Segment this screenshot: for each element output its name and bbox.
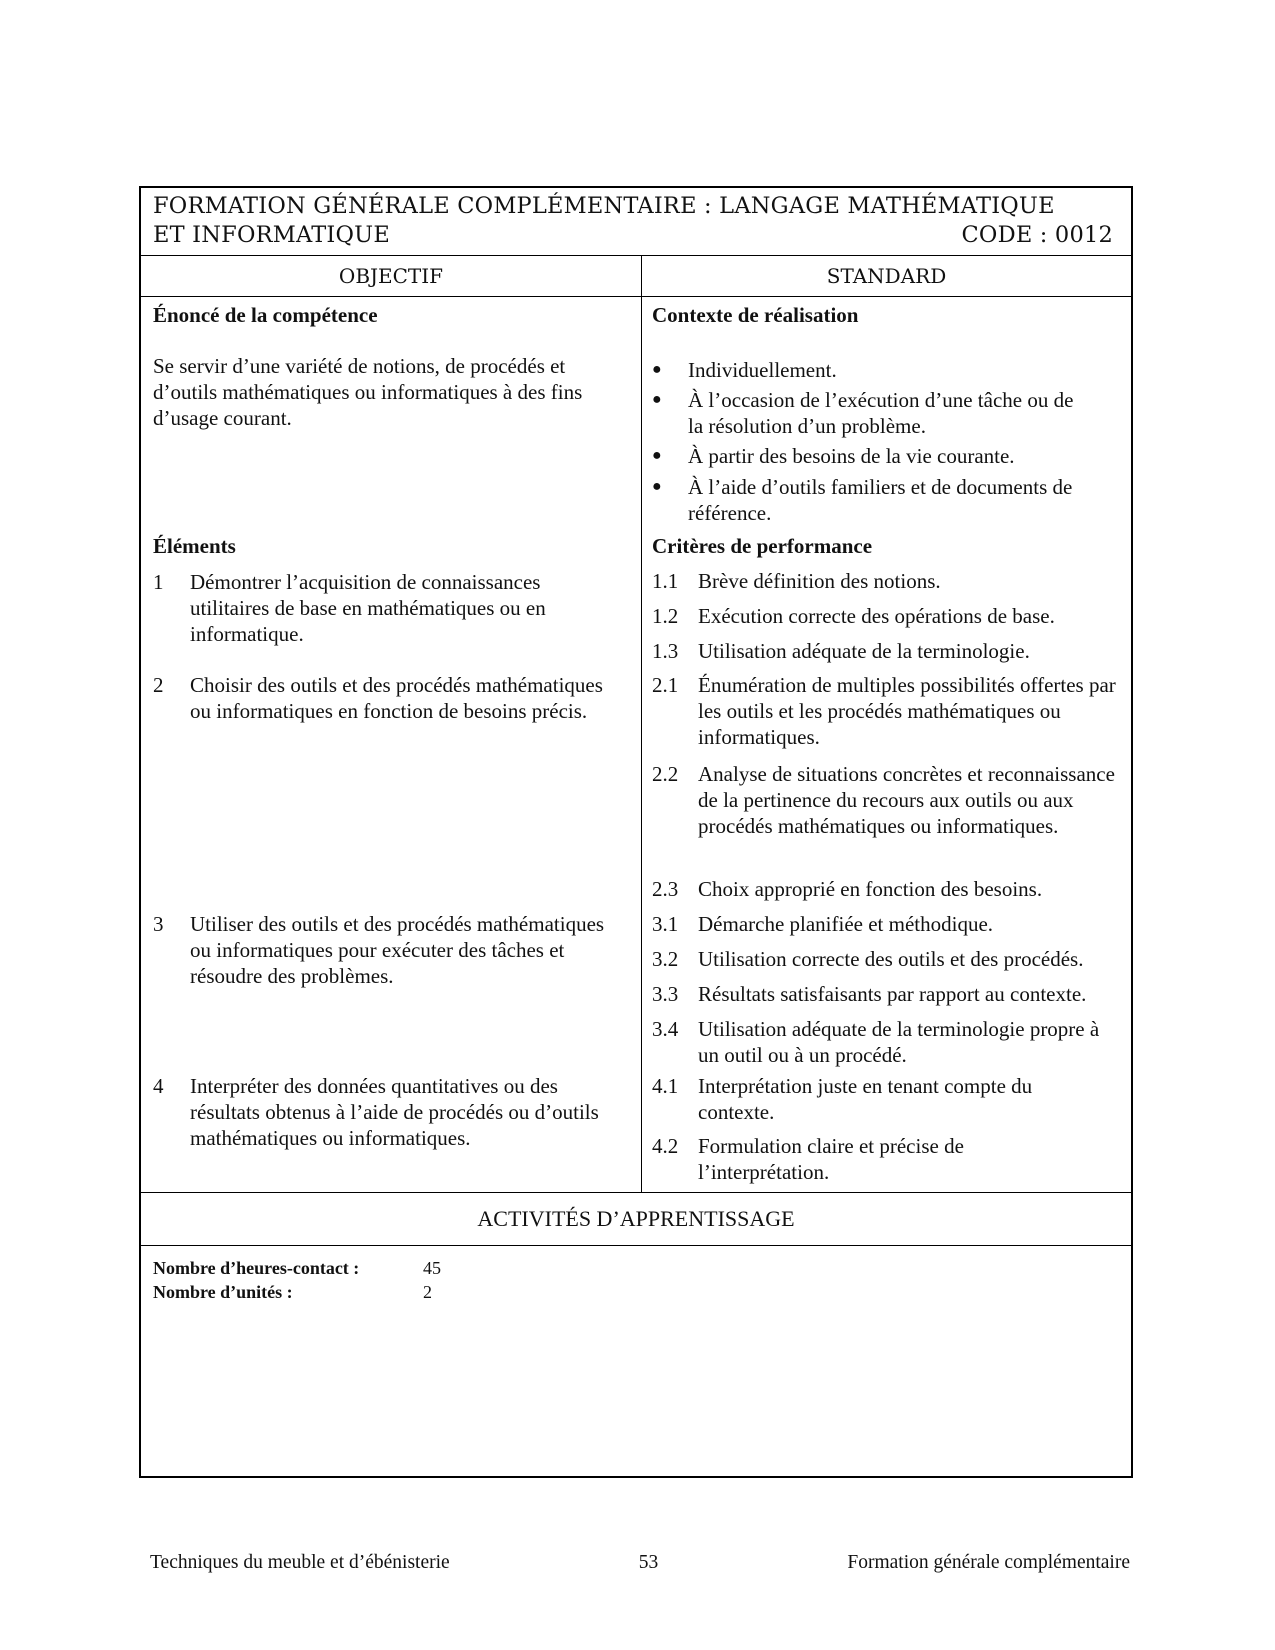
element-item: 2 Choisir des outils et des procédés mathématiques ou informatiques en fonction de besoins précis.	[153, 673, 603, 723]
unites-label: Nombre d’unités :	[153, 1282, 293, 1302]
elements-title: Éléments	[153, 534, 236, 558]
critere-item: 3.3 Résultats satisfaisants par rapport au contexte.	[652, 982, 1087, 1006]
critere-item: 4.1 Interprétation juste en tenant compte du contexte.	[652, 1074, 1033, 1124]
contexte-title: Contexte de réalisation	[652, 303, 859, 327]
footer-section: Formation générale complémentaire	[847, 1552, 1130, 1573]
table-header	[141, 188, 1131, 256]
title-line-2: ET INFORMATIQUE	[153, 222, 390, 248]
critere-item: 3.1 Démarche planifiée et méthodique.	[652, 912, 994, 936]
title-line-1: FORMATION GÉNÉRALE COMPLÉMENTAIRE : LANGAGE MATHÉMATIQUE	[153, 193, 1055, 219]
contexte-item: ● À partir des besoins de la vie courante.	[652, 444, 1015, 468]
critere-item: 1.2 Exécution correcte des opérations de base.	[652, 604, 1055, 628]
critere-item: 1.1 Brève définition des notions.	[652, 569, 941, 593]
critere-item: 3.2 Utilisation correcte des outils et des procédés.	[652, 947, 1084, 971]
contexte-item: ● Individuellement.	[652, 358, 837, 382]
activites-meta	[141, 1246, 1131, 1314]
heures-label: Nombre d’heures-contact :	[153, 1258, 360, 1278]
page-number: 53	[638, 1552, 659, 1573]
heures-value: 45	[423, 1258, 441, 1278]
column-objectif: OBJECTIF	[141, 256, 642, 296]
bullet-icon: ●	[652, 478, 662, 495]
critere-item: 3.4 Utilisation adéquate de la terminologie propre à un outil ou à un procédé.	[652, 1017, 1100, 1067]
unites-value: 2	[423, 1282, 432, 1302]
critere-item: 2.2 Analyse de situations concrètes et reconnaissance de la pertinence du recours aux outils ou aux procédés mathématiques ou informatiques.	[652, 762, 1115, 838]
critere-item: 2.3 Choix approprié en fonction des besoins.	[652, 877, 1043, 901]
element-item: 4 Interpréter des données quantitatives ou des résultats obtenus à l’aide de procédés ou d’outils mathématiques ou informatiques.	[153, 1074, 599, 1150]
page-footer	[150, 1552, 1130, 1574]
column-headers	[141, 256, 1131, 297]
activites-title: ACTIVITÉS D’APPRENTISSAGE	[141, 1193, 1131, 1246]
element-item: 1 Démontrer l’acquisition de connaissances utilitaires de base en mathématiques ou en informatique.	[153, 570, 546, 646]
standard-column	[642, 297, 1131, 1192]
competency-table	[139, 186, 1133, 1478]
table-body	[141, 297, 1131, 1193]
column-standard: STANDARD	[826, 264, 947, 288]
bullet-icon: ●	[652, 447, 662, 464]
critere-item: 4.2 Formulation claire et précise de l’interprétation.	[652, 1134, 964, 1184]
enonce-text: Se servir d’une variété de notions, de procédés et d’outils mathématiques ou informatiques à des fins d’usage courant.	[153, 354, 583, 430]
objectif-column	[141, 297, 642, 1192]
bullet-icon: ●	[652, 361, 662, 378]
contexte-item: ● À l’aide d’outils familiers et de documents de référence.	[652, 475, 1073, 525]
critere-item: 1.3 Utilisation adéquate de la terminologie.	[652, 639, 1030, 663]
course-code: CODE : 0012	[961, 222, 1113, 248]
criteres-title: Critères de performance	[652, 534, 873, 558]
critere-item: 2.1 Énumération de multiples possibilités offertes par les outils et les procédés mathématiques ou informatiques.	[652, 673, 1116, 749]
enonce-title: Énoncé de la compétence	[153, 303, 378, 327]
element-item: 3 Utiliser des outils et des procédés mathématiques ou informatiques pour exécuter des tâches et résoudre des problèmes.	[153, 912, 605, 988]
footer-program: Techniques du meuble et d’ébénisterie	[150, 1552, 450, 1573]
bullet-icon: ●	[652, 391, 662, 408]
contexte-item: ● À l’occasion de l’exécution d’une tâche ou de la résolution d’un problème.	[652, 388, 1074, 438]
